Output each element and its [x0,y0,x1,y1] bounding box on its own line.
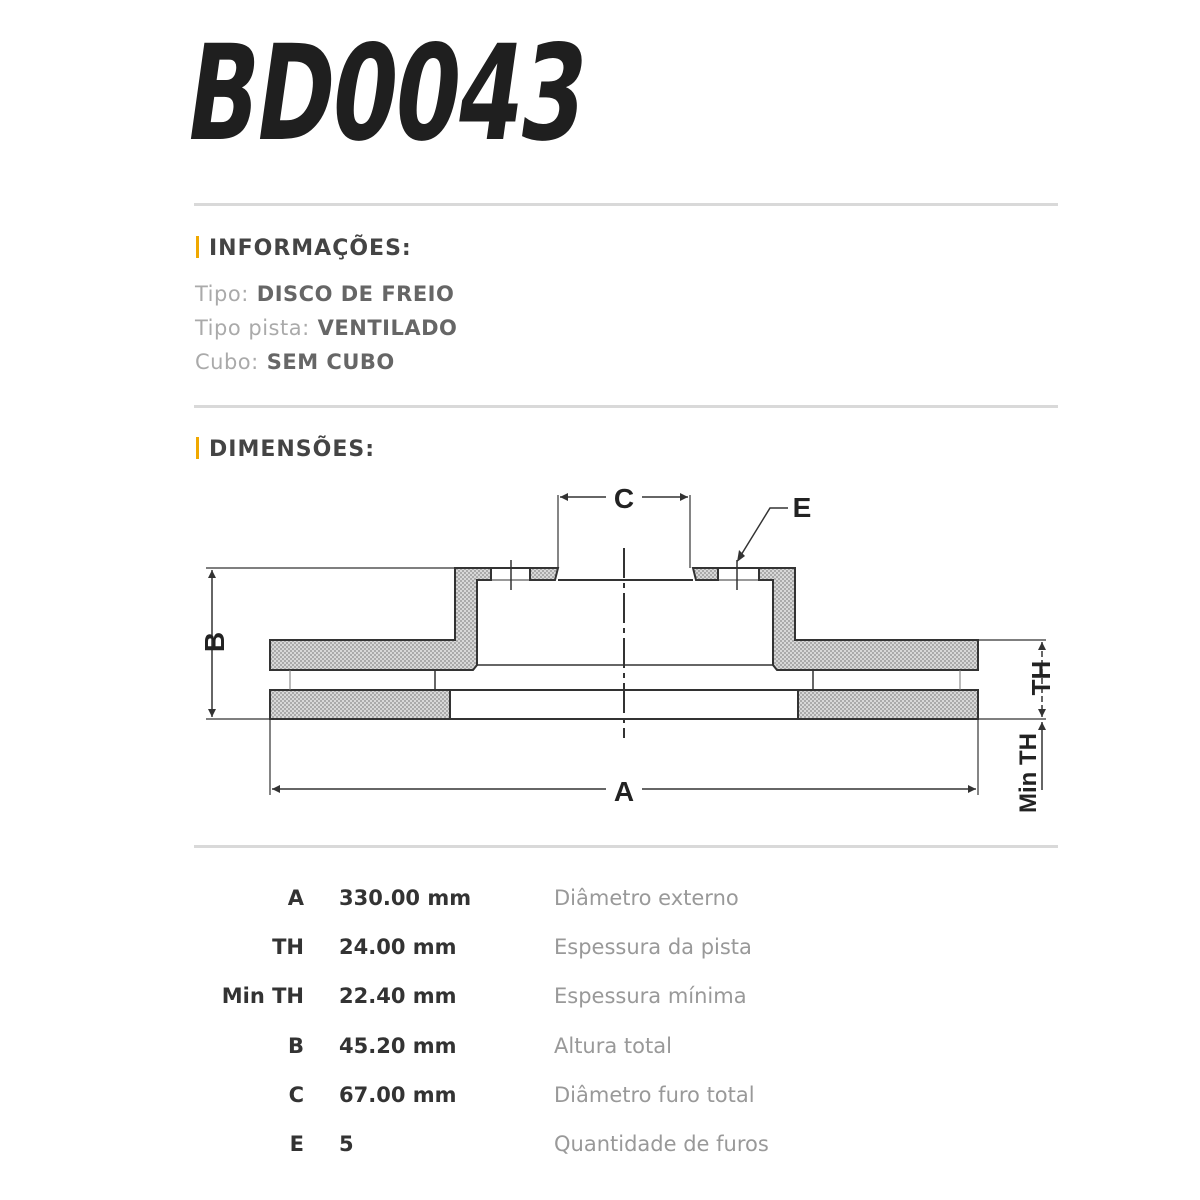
info-heading [196,236,412,261]
dimension-desc: Altura total [554,1034,672,1058]
info-label: Cubo: [195,350,259,374]
divider [194,203,1058,206]
dimension-value: 24.00 mm [339,935,457,959]
hub-flange [693,568,718,580]
info-row-tipo [195,282,454,306]
product-code-title: BD0043 [177,17,596,171]
dim-label-a: A [613,776,635,807]
dimensions-heading-text: DIMENSÕES: [209,437,375,462]
dimension-desc: Espessura mínima [554,984,747,1008]
info-row-tipo-pista [195,316,457,340]
disc-hat-section [270,568,491,670]
dimension-key: A [287,886,304,910]
accent-bar [196,236,199,258]
dimension-value: 45.20 mm [339,1034,457,1058]
dimension-row-min-th [200,984,900,1014]
dimension-row-c [200,1083,900,1113]
divider [194,845,1058,848]
dimension-row-e [200,1132,900,1162]
dimension-key: Min TH [221,984,304,1008]
dimension-desc: Espessura da pista [554,935,752,959]
disc-lower-plate [798,690,978,719]
dim-label-th: TH [1026,660,1056,696]
dimension-key: E [289,1132,304,1156]
dim-label-min-th: Min TH [1015,733,1042,813]
dim-label-e: E [792,492,812,523]
dimension-value: 22.40 mm [339,984,457,1008]
info-value: SEM CUBO [266,350,395,374]
disc-lower-plate [270,690,450,719]
disc-hat-section [759,568,978,670]
dimension-desc: Quantidade de furos [554,1132,769,1156]
info-value: VENTILADO [317,316,458,340]
dimension-key: TH [272,935,304,959]
dimension-row-a [200,886,900,916]
dimension-desc: Diâmetro furo total [554,1083,755,1107]
info-value: DISCO DE FREIO [256,282,455,306]
dimension-value: 67.00 mm [339,1083,457,1107]
dimension-key: B [287,1034,304,1058]
info-row-cubo [195,350,395,374]
dimension-value: 330.00 mm [339,886,472,910]
dim-label-b: B [199,631,230,653]
accent-bar [196,437,199,459]
info-label: Tipo: [195,282,249,306]
info-heading-text: INFORMAÇÕES: [209,236,412,261]
dimension-row-b [200,1034,900,1064]
dimension-value: 5 [339,1132,354,1156]
dimension-desc: Diâmetro externo [554,886,739,910]
dimension-row-th [200,935,900,965]
dim-label-c: C [613,483,635,514]
dimensions-heading [196,437,375,462]
info-label: Tipo pista: [195,316,310,340]
dimension-key: C [288,1083,304,1107]
hub-flange [530,568,558,580]
divider [194,405,1058,408]
